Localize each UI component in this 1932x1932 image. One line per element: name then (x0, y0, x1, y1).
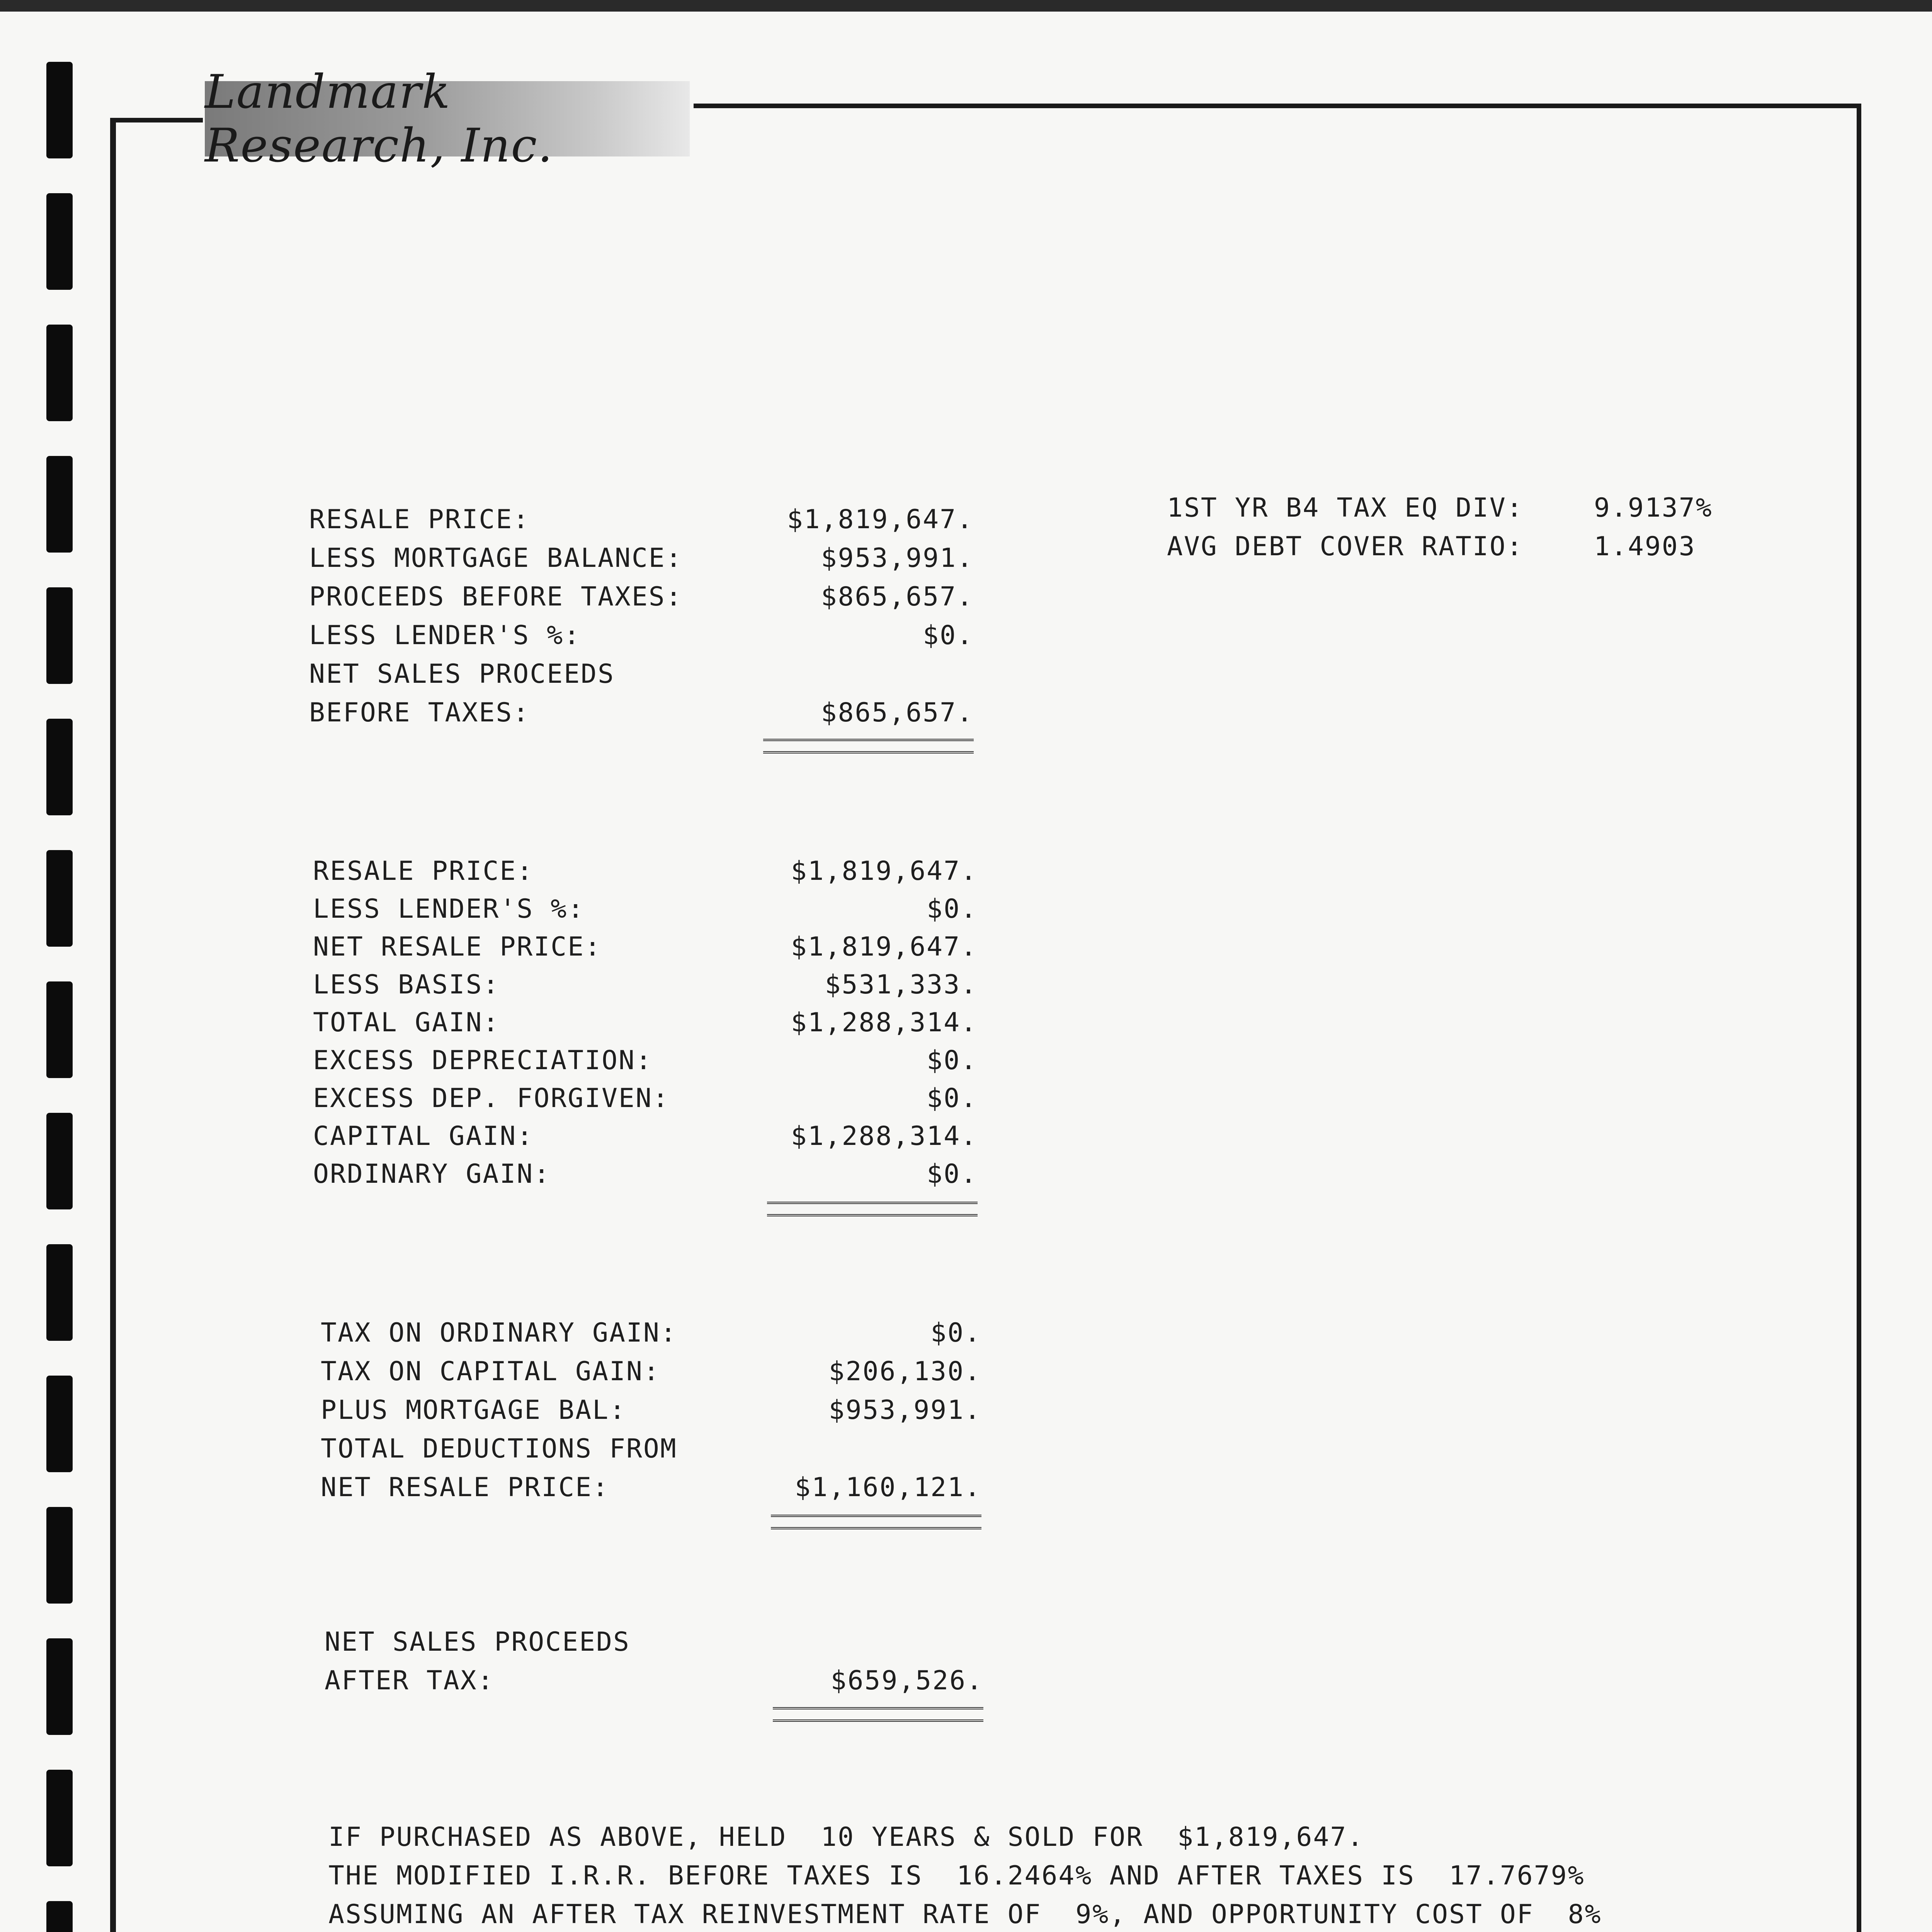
row-value: $1,288,314. (791, 1007, 978, 1038)
row-value: $1,819,647. (791, 932, 978, 962)
frame-border-top (694, 104, 1861, 108)
binder-hole (46, 456, 73, 553)
binder-holes (46, 62, 73, 1932)
row-value: $1,160,121. (794, 1472, 981, 1503)
row-label: EXCESS DEPRECIATION: (313, 1045, 653, 1076)
row-label: ORDINARY GAIN: (313, 1159, 551, 1189)
binder-hole (46, 981, 73, 1078)
row-label: NET RESALE PRICE: (313, 932, 602, 962)
summary-line: THE MODIFIED I.R.R. BEFORE TAXES IS 16.2464% AND AFTER TAXES IS 17.7679% (328, 1861, 1585, 1891)
row-value: $953,991. (828, 1395, 981, 1425)
row-label: TAX ON CAPITAL GAIN: (321, 1356, 660, 1387)
row-value: $0. (930, 1318, 981, 1348)
row-label: PLUS MORTGAGE BAL: (321, 1395, 626, 1425)
row-label: RESALE PRICE: (309, 504, 530, 535)
binder-hole (46, 325, 73, 421)
row-label: AFTER TAX: (325, 1665, 495, 1696)
summary-line: ASSUMING AN AFTER TAX REINVESTMENT RATE OF 9%, AND OPPORTUNITY COST OF 8% (328, 1899, 1602, 1930)
row-label: NET SALES PROCEEDS (309, 659, 615, 689)
binder-hole (46, 719, 73, 815)
binder-hole (46, 850, 73, 947)
row-value: $531,333. (825, 969, 978, 1000)
row-value: $0. (923, 620, 974, 651)
row-label: BEFORE TAXES: (309, 697, 530, 728)
scan-top-edge (0, 0, 1932, 12)
double-rule (773, 1707, 983, 1722)
row-label: NET SALES PROCEEDS (325, 1627, 630, 1657)
binder-hole (46, 1901, 73, 1932)
row-value: $659,526. (830, 1665, 983, 1696)
row-label: PROCEEDS BEFORE TAXES: (309, 582, 683, 612)
row-value: $0. (927, 1083, 978, 1114)
row-label: CAPITAL GAIN: (313, 1121, 534, 1151)
binder-hole (46, 587, 73, 684)
logo-text: Landmark Research, Inc. (205, 65, 553, 173)
row-value: $206,130. (828, 1356, 981, 1387)
row-value: $1,819,647. (791, 856, 978, 886)
summary-line: IF PURCHASED AS ABOVE, HELD 10 YEARS & SOLD FOR $1,819,647. (328, 1822, 1364, 1852)
row-value: $0. (927, 1159, 978, 1189)
row-label: TOTAL DEDUCTIONS FROM (321, 1434, 677, 1464)
frame-border-right (1857, 104, 1861, 1932)
row-value: $953,991. (821, 543, 974, 573)
double-rule (763, 739, 974, 753)
summary-label: 1ST YR B4 TAX EQ DIV: (1167, 493, 1524, 523)
binder-hole (46, 1113, 73, 1209)
binder-hole (46, 62, 73, 158)
row-label: RESALE PRICE: (313, 856, 534, 886)
row-value: $865,657. (821, 582, 974, 612)
summary-value: 1.4903 (1594, 531, 1696, 562)
double-rule (771, 1515, 981, 1529)
row-label: LESS BASIS: (313, 969, 500, 1000)
row-label: NET RESALE PRICE: (321, 1472, 609, 1503)
binder-hole (46, 1638, 73, 1735)
binder-hole (46, 1376, 73, 1472)
binder-hole (46, 1244, 73, 1341)
binder-hole (46, 1507, 73, 1604)
row-value: $0. (927, 894, 978, 924)
row-value: $1,819,647. (787, 504, 974, 535)
summary-value: 9.9137% (1594, 493, 1713, 523)
double-rule (767, 1202, 978, 1216)
row-value: $0. (927, 1045, 978, 1076)
row-value: $865,657. (821, 697, 974, 728)
frame-border-left (110, 122, 116, 1932)
binder-hole (46, 193, 73, 290)
row-label: LESS LENDER'S %: (309, 620, 581, 651)
row-label: LESS MORTGAGE BALANCE: (309, 543, 683, 573)
frame-border-top (110, 118, 203, 122)
binder-hole (46, 1770, 73, 1866)
row-label: TAX ON ORDINARY GAIN: (321, 1318, 677, 1348)
row-label: TOTAL GAIN: (313, 1007, 500, 1038)
summary-label: AVG DEBT COVER RATIO: (1167, 531, 1524, 562)
row-value: $1,288,314. (791, 1121, 978, 1151)
row-label: EXCESS DEP. FORGIVEN: (313, 1083, 670, 1114)
row-label: LESS LENDER'S %: (313, 894, 585, 924)
company-logo (205, 65, 690, 173)
